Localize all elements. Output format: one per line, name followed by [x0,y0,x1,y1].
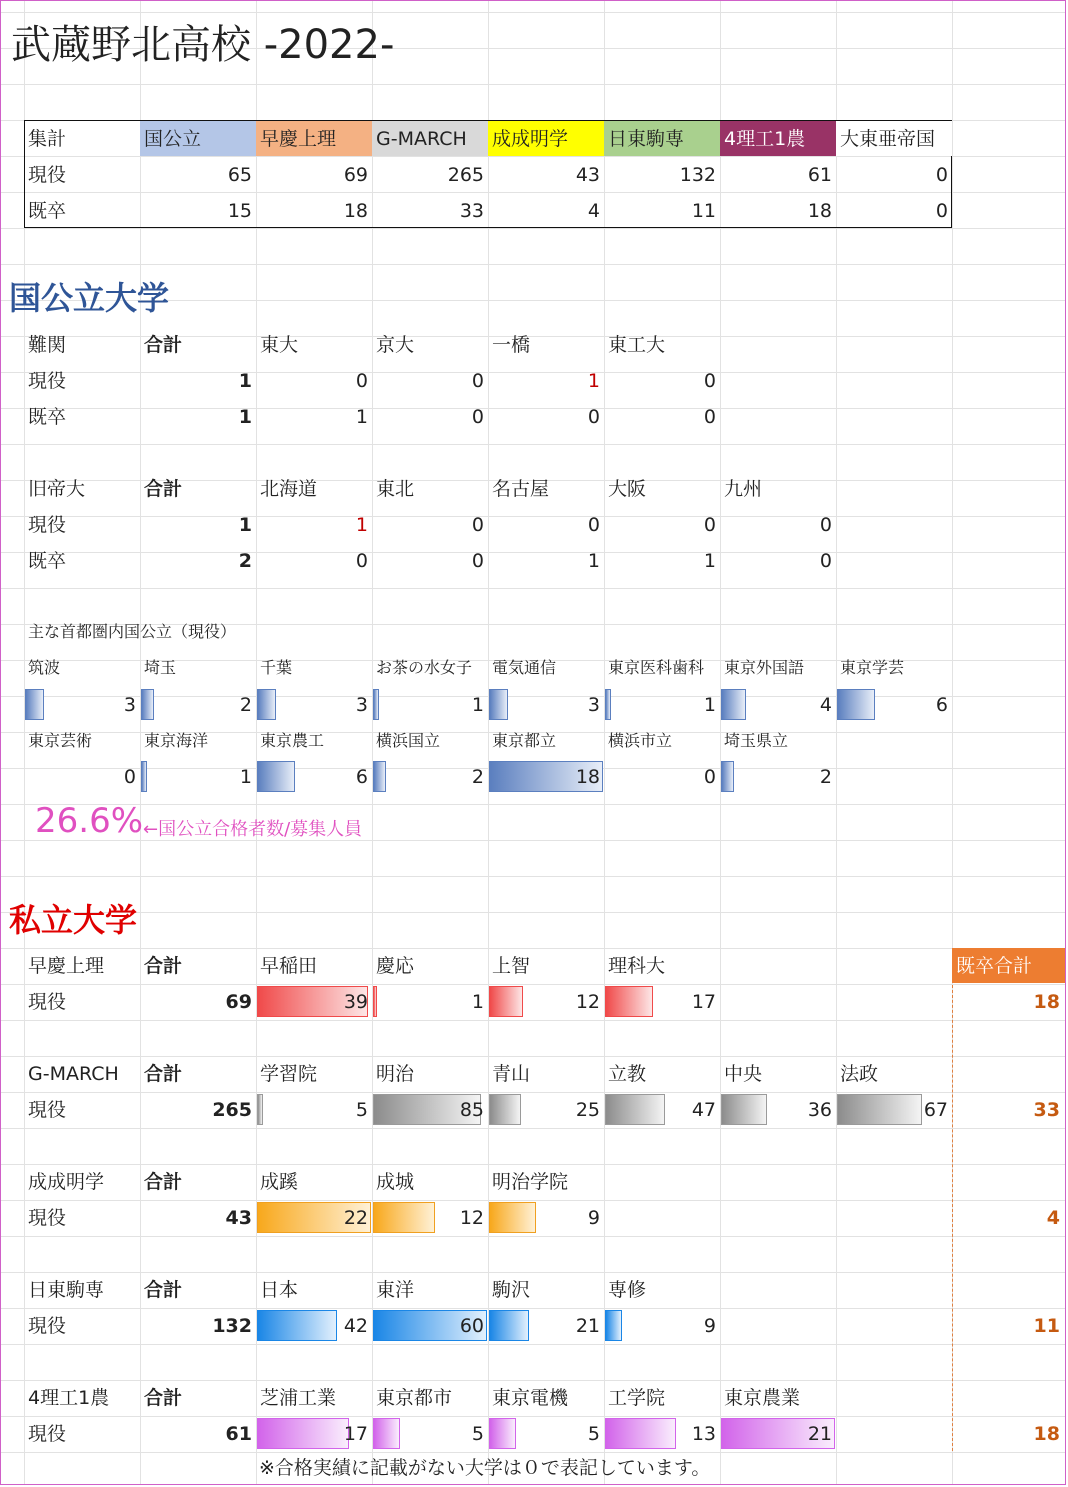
private-group-label: 4理工1農 [28,1387,110,1409]
private-row-label: 現役 [28,1315,67,1337]
teidai-value: 0 [587,514,600,536]
private-row-label: 現役 [28,991,67,1013]
summary-header-label: 集計 [28,128,67,150]
private-row-total: 265 [212,1099,252,1121]
private-school-name: 日本 [260,1279,299,1301]
private-total-label: 合計 [144,955,183,977]
summary-row-label: 既卒 [28,200,67,222]
metro-school-name: 横浜市立 [608,731,673,750]
private-group-label: G-MARCH [28,1063,119,1085]
private-school-name: 東京電機 [492,1387,569,1409]
metro-school-name: 東京学芸 [840,658,905,677]
kisotsu-total-header: 既卒合計 [952,948,1066,983]
metro-school-name: 東京医科歯科 [608,658,705,677]
metro-value: 3 [123,694,136,716]
summary-cell: 65 [227,164,252,186]
private-school-name: 成蹊 [260,1171,299,1193]
private-value: 47 [691,1099,716,1121]
metro-school-name: 東京農工 [260,731,325,750]
metro-value: 6 [355,766,368,788]
nankan-row-label: 現役 [28,370,67,392]
nankan-total-label: 合計 [144,334,183,356]
teidai-row-total: 2 [238,550,252,572]
metro-school-name: お茶の水女子 [376,658,473,677]
private-value: 25 [575,1099,600,1121]
metro-school-name: 東京外国語 [724,658,805,677]
teidai-school-name: 北海道 [260,478,318,500]
teidai-label: 旧帝大 [28,478,86,500]
private-value: 21 [807,1423,832,1445]
kisotsu-total-value: 11 [1033,1315,1060,1337]
private-row-label: 現役 [28,1423,67,1445]
metro-school-name: 電気通信 [492,658,557,677]
nankan-school-name: 京大 [376,334,415,356]
private-row-label: 現役 [28,1207,67,1229]
private-school-name: 慶応 [376,955,415,977]
teidai-total-label: 合計 [144,478,183,500]
metro-school-name: 埼玉県立 [724,731,789,750]
private-value: 42 [343,1315,368,1337]
metro-value: 4 [819,694,832,716]
nankan-value: 1 [587,370,600,392]
summary-cell: 0 [935,164,948,186]
summary-cell: 61 [807,164,832,186]
teidai-value: 0 [703,514,716,536]
nankan-school-name: 一橋 [492,334,531,356]
private-school-name: 中央 [724,1063,763,1085]
nankan-school-name: 東工大 [608,334,666,356]
summary-cell: 15 [227,200,252,222]
metro-school-name: 筑波 [28,658,61,677]
teidai-row-label: 既卒 [28,550,67,572]
private-value: 9 [703,1315,716,1337]
teidai-school-name: 九州 [724,478,763,500]
metro-caption: 主な首都圏内国公立（現役） [28,622,237,641]
private-value: 5 [587,1423,600,1445]
private-heading: 私立大学 [9,901,138,939]
private-row-total: 132 [212,1315,252,1337]
private-value: 17 [691,991,716,1013]
private-value: 39 [343,991,368,1013]
teidai-value: 0 [471,550,484,572]
teidai-school-name: 名古屋 [492,478,550,500]
private-value: 5 [355,1099,368,1121]
private-school-name: 立教 [608,1063,647,1085]
private-school-name: 明治 [376,1063,415,1085]
private-school-name: 工学院 [608,1387,666,1409]
national-heading: 国公立大学 [9,279,170,317]
private-value: 17 [343,1423,368,1445]
private-value: 85 [459,1099,484,1121]
summary-category-header: 4理工1農 [720,121,836,156]
private-school-name: 法政 [840,1063,879,1085]
teidai-school-name: 大阪 [608,478,647,500]
metro-school-name: 横浜国立 [376,731,441,750]
private-value: 67 [923,1099,948,1121]
private-school-name: 東洋 [376,1279,415,1301]
metro-value: 1 [703,694,716,716]
summary-cell: 43 [575,164,600,186]
nankan-label: 難関 [28,334,67,356]
private-total-label: 合計 [144,1063,183,1085]
private-school-name: 早稲田 [260,955,318,977]
summary-category-header: 早慶上理 [256,121,372,156]
private-value: 5 [471,1423,484,1445]
private-value: 60 [459,1315,484,1337]
private-value: 36 [807,1099,832,1121]
private-value: 9 [587,1207,600,1229]
summary-cell: 265 [447,164,484,186]
nankan-row-label: 既卒 [28,406,67,428]
private-row-label: 現役 [28,1099,67,1121]
national-ratio-note: ←国公立合格者数/募集人員 [143,819,363,840]
nankan-value: 0 [471,406,484,428]
private-school-name: 駒沢 [492,1279,531,1301]
private-total-label: 合計 [144,1171,183,1193]
kisotsu-total-value: 18 [1033,1423,1060,1445]
national-ratio: 26.6% [35,801,144,841]
summary-cell: 0 [935,200,948,222]
private-school-name: 学習院 [260,1063,318,1085]
metro-value: 6 [935,694,948,716]
summary-category-header: 国公立 [140,121,256,156]
teidai-value: 1 [587,550,600,572]
metro-school-name: 東京芸術 [28,731,93,750]
teidai-value: 1 [355,514,368,536]
teidai-value: 0 [819,514,832,536]
private-school-name: 青山 [492,1063,531,1085]
private-school-name: 成城 [376,1171,415,1193]
nankan-value: 0 [703,406,716,428]
metro-value: 2 [819,766,832,788]
teidai-row-total: 1 [238,514,252,536]
private-school-name: 上智 [492,955,531,977]
metro-school-name: 東京海洋 [144,731,209,750]
private-row-total: 61 [225,1423,252,1445]
metro-value: 0 [123,766,136,788]
teidai-value: 1 [703,550,716,572]
private-school-name: 芝浦工業 [260,1387,337,1409]
summary-cell: 11 [691,200,716,222]
metro-school-name: 東京都立 [492,731,557,750]
nankan-value: 0 [587,406,600,428]
summary-category-header: 大東亜帝国 [836,121,952,156]
private-row-total: 69 [225,991,252,1013]
summary-cell: 18 [343,200,368,222]
page-title: 武蔵野北高校 -2022- [11,22,395,68]
private-total-label: 合計 [144,1279,183,1301]
summary-category-header: 成成明学 [488,121,604,156]
private-value: 21 [575,1315,600,1337]
teidai-school-name: 東北 [376,478,415,500]
kisotsu-total-value: 4 [1046,1207,1060,1229]
metro-value: 0 [703,766,716,788]
private-value: 13 [691,1423,716,1445]
nankan-row-total: 1 [238,370,252,392]
nankan-school-name: 東大 [260,334,299,356]
metro-value: 3 [355,694,368,716]
private-school-name: 専修 [608,1279,647,1301]
teidai-value: 0 [819,550,832,572]
summary-category-header: G-MARCH [372,121,488,156]
private-school-name: 東京農業 [724,1387,801,1409]
private-group-label: 早慶上理 [28,955,105,977]
teidai-row-label: 現役 [28,514,67,536]
private-value: 1 [471,991,484,1013]
nankan-value: 0 [471,370,484,392]
kisotsu-total-value: 33 [1033,1099,1060,1121]
private-group-label: 日東駒専 [28,1279,105,1301]
summary-cell: 132 [679,164,716,186]
summary-cell: 33 [459,200,484,222]
metro-value: 18 [575,766,600,788]
nankan-value: 1 [355,406,368,428]
metro-value: 2 [471,766,484,788]
nankan-value: 0 [355,370,368,392]
teidai-value: 0 [355,550,368,572]
private-value: 12 [575,991,600,1013]
summary-category-header: 日東駒専 [604,121,720,156]
nankan-value: 0 [703,370,716,392]
metro-school-name: 埼玉 [144,658,177,677]
metro-value: 2 [239,694,252,716]
footnote: ※合格実績に記載がない大学は０で表記しています。 [259,1457,711,1479]
metro-value: 3 [587,694,600,716]
summary-row-label: 現役 [28,164,67,186]
summary-cell: 69 [343,164,368,186]
nankan-row-total: 1 [238,406,252,428]
private-value: 12 [459,1207,484,1229]
private-total-label: 合計 [144,1387,183,1409]
metro-school-name: 千葉 [260,658,293,677]
private-school-name: 東京都市 [376,1387,453,1409]
teidai-value: 0 [471,514,484,536]
summary-cell: 18 [807,200,832,222]
metro-value: 1 [239,766,252,788]
kisotsu-total-value: 18 [1033,991,1060,1013]
metro-value: 1 [471,694,484,716]
private-group-label: 成成明学 [28,1171,105,1193]
private-value: 22 [343,1207,368,1229]
private-row-total: 43 [225,1207,252,1229]
summary-cell: 4 [587,200,600,222]
private-school-name: 理科大 [608,955,666,977]
private-school-name: 明治学院 [492,1171,569,1193]
